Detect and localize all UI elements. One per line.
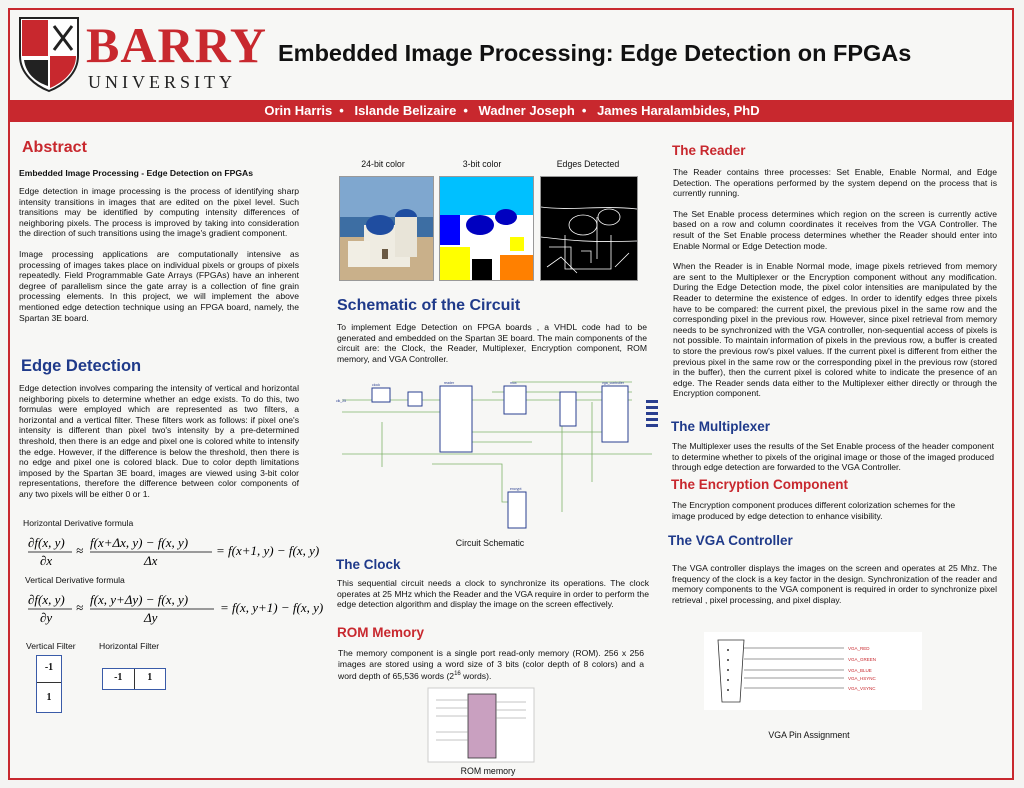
rom-paragraph-1 [338, 648, 644, 682]
vertical-filter-bottom: 1 [46, 692, 52, 703]
rom-text-a: The memory component is a single port read-only memory (ROM). 256 x 256 images are stored using a word size of 3 bits (color depth of 8 colors) and a word depth of 65,536 words (2 [338, 648, 644, 682]
rom-heading: ROM Memory [337, 625, 425, 640]
svg-text:clock: clock [372, 383, 380, 387]
svg-text:vga_controller: vga_controller [602, 381, 624, 385]
rom-exponent: 16 [454, 671, 461, 678]
vga-pin-blue: VGA_BLUE [848, 668, 872, 673]
schematic-heading: Schematic of the Circuit [337, 297, 521, 314]
vertical-filter [36, 655, 62, 713]
abstract-heading: Abstract [22, 139, 87, 156]
svg-text:reader: reader [444, 381, 455, 385]
schematic-body [337, 322, 647, 374]
horizontal-filter-caption: Horizontal Filter [99, 641, 160, 651]
abstract-body [19, 186, 299, 333]
svg-text:= f(x+1, y) − f(x, y): = f(x+1, y) − f(x, y) [216, 543, 320, 558]
author-3: Wadner Joseph [478, 103, 575, 118]
author-4: James Haralambides, PhD [597, 103, 760, 118]
shield-icon [18, 16, 80, 92]
reader-paragraph-2: The Set Enable process determines which region on the screen is currently active based on a row and column coordinates it receives from the VGA Controller. The result of the Set Enable process determines whether the Reader should enter into Enable Normal or Edge Detection mode. [673, 208, 997, 251]
svg-text:∂x: ∂x [40, 553, 53, 568]
image-caption-3bit: 3-bit color [462, 159, 502, 169]
reader-paragraph-1: The Reader contains three processes: Set Enable, Enable Normal, and Edge Detection. The operations performed by the system depend on the process that is currently running. [673, 167, 997, 199]
horizontal-formula-caption: Horizontal Derivative formula [23, 518, 134, 528]
schematic-caption: Circuit Schematic [455, 538, 525, 548]
svg-text:∂y: ∂y [40, 610, 53, 625]
vga-pin-red: VGA_RED [848, 646, 870, 651]
vga-caption: VGA Pin Assignment [768, 730, 850, 740]
vga-body [672, 563, 997, 615]
vertical-filter-caption: Vertical Filter [26, 641, 76, 651]
poster-title: Embedded Image Processing: Edge Detection on FPGAs [278, 40, 912, 66]
svg-text:≈: ≈ [76, 543, 84, 558]
svg-text:∂f(x, y): ∂f(x, y) [28, 592, 65, 607]
rom-memory-image [428, 688, 534, 762]
university-logo [18, 16, 268, 96]
edge-heading: Edge Detection [21, 357, 142, 375]
circuit-schematic-image [332, 372, 664, 532]
clock-body [337, 578, 649, 620]
author-2: Islande Belizaire [354, 103, 457, 118]
svg-text:≈: ≈ [76, 600, 84, 615]
abstract-paragraph-2: Image processing applications are computationally intensive as processing of images takes place on individual pixels or groups of pixels repeatedly. Field Programmable Gate Arrays (FPGAs) have an inherent degree of parallelism since the gate array is a collection of fine grain processing elements. In this project, we will implement the above mentioned edge detection technique using an FPGA board, namely, the Spartan 3E board. [19, 248, 299, 323]
photo-24bit [339, 176, 434, 281]
encryption-heading: The Encryption Component [671, 477, 848, 492]
vertical-formula-caption: Vertical Derivative formula [25, 575, 125, 585]
rom-text-b: words). [460, 671, 492, 682]
horizontal-derivative-formula [26, 533, 320, 574]
reader-paragraph-3: When the Reader is in Enable Normal mode, image pixels retrieved from memory are sent to the Multiplexer or the Encryption component without any modification. During the Edge Detection mode, the pixel color intensities are manipulated by the Reader to determine the existence of edges. In order to identify edges three pixels have to be compared: the current pixel, the previous pixel in the same row and the corresponding pixel in the previous row. However, since pixel retrieval from memory needs to be synchronized with the VGA controller, non-sequential access of pixels is not possible. To maintain information of pixels in the previous row, a buffer is created to store the previous row's pixel values. If the current pixel is different from either the previous pixel in the same row or the corresponding pixel in the previous row (stored in the buffer), then the current pixel is colored white to indicate the presence of an edge. The Reader sends data either to the Multiplexer either directly or through the Encryption component. [673, 261, 997, 399]
vertical-filter-top: -1 [37, 656, 61, 683]
svg-text:∂f(x, y): ∂f(x, y) [28, 535, 65, 550]
logo-name: BARRY [86, 17, 268, 73]
encryption-paragraph-1: The Encryption component produces different colorization schemes for the image produced by edge detection to enhance visibility. [672, 500, 956, 521]
svg-text:f(x, y+Δy) − f(x, y): f(x, y+Δy) − f(x, y) [90, 592, 189, 607]
rom-caption: ROM memory [460, 766, 516, 776]
clock-heading: The Clock [336, 557, 401, 572]
logo-sub: UNIVERSITY [88, 72, 236, 92]
vga-pin-hsync: VGA_HSYNC [848, 676, 876, 681]
svg-text:Δy: Δy [144, 610, 158, 625]
svg-text:= f(x, y+1) − f(x, y): = f(x, y+1) − f(x, y) [220, 600, 324, 615]
horizontal-filter-right: 1 [147, 672, 153, 683]
svg-text:mux: mux [510, 381, 517, 385]
encryption-body [672, 500, 972, 531]
authors-band: Orin Harris • Islande Belizaire • Wadner Joseph • James Haralambides, PhD [10, 100, 1014, 122]
image-caption-24bit: 24-bit color [361, 159, 405, 169]
photo-3bit [439, 176, 534, 281]
edge-paragraph-1: Edge detection involves comparing the intensity of vertical and horizontal neighboring pixels to determine whether an edge exists. To do this, two formulas were employed which are represented as two filters, a horizontal and a vertical filter. These filters work as follows: if pixel one's intensity is different than pixel two's intensity by a pre-determined threshold, then there is an edge and pixel one is colored white to intensify the edge. However, if the difference is below the threshold, then there is no edge and pixel one is colored black. Due to color depth limitations imposed by the Spartan 3E board, images are viewed using 3-bit color representations, therefore the difference between color components of any two pixels will be either 0 or 1. [19, 383, 299, 499]
abstract-subtitle: Embedded Image Processing - Edge Detection on FPGAs [19, 168, 253, 178]
image-caption-edges: Edges Detected [556, 159, 620, 169]
vga-heading: The VGA Controller [668, 533, 793, 548]
abstract-paragraph-1: Edge detection in image processing is the process of identifying sharp intensity transitions in images that are edited on the pixel level. Such transitions may be identified by computing intensity differences of neighboring pixels. The process is improved by taking into consideration the direction of such transitions using the image's gradient component. [19, 186, 299, 239]
vertical-derivative-formula [26, 590, 324, 631]
horizontal-filter [102, 668, 166, 690]
edge-body [19, 383, 299, 510]
multiplexer-heading: The Multiplexer [671, 419, 771, 434]
reader-body [673, 167, 997, 409]
reader-heading: The Reader [672, 143, 746, 158]
vga-paragraph-1: The VGA controller displays the images on the screen and operates at 25 Mhz. The frequency of the clock is a key factor in the design. Synchronization of the reader and memory components to the VGA component is required in order to synchronize pixel retrieval , pixel processing, and pixel display. [672, 563, 997, 605]
schematic-paragraph-1: To implement Edge Detection on FPGA boards , a VHDL code had to be generated and embedded on the Spartan 3E board. The main components of the circuit are: the Clock, the Reader, Multiplexer, Encryption component, ROM memory, and VGA Controller. [337, 322, 647, 364]
rom-body [338, 648, 644, 692]
multiplexer-paragraph-1: The Multiplexer uses the results of the Set Enable process of the header component to determine whether to pixels of the original image or those of the imaged produced through edge detection are forwarded to the VGA Controller. [672, 441, 994, 473]
svg-text:encrypt: encrypt [510, 487, 522, 491]
photo-edges [540, 176, 638, 281]
svg-text:f(x+Δx, y) − f(x, y): f(x+Δx, y) − f(x, y) [90, 535, 189, 550]
svg-text:Δx: Δx [144, 553, 158, 568]
clock-paragraph-1: This sequential circuit needs a clock to synchronize its operations. The clock operates at 25 MHz which the Reader and the VGA require in order to perform the edge detection algorithm and display the image on the screen effectively. [337, 578, 649, 610]
author-1: Orin Harris [264, 103, 333, 118]
vga-pin-green: VGA_GREEN [848, 657, 877, 662]
horizontal-filter-left: -1 [103, 669, 135, 689]
vga-pin-diagram [704, 632, 922, 710]
svg-text:clk_25: clk_25 [336, 399, 347, 403]
vga-pin-vsync: VGA_VSYNC [848, 686, 876, 691]
